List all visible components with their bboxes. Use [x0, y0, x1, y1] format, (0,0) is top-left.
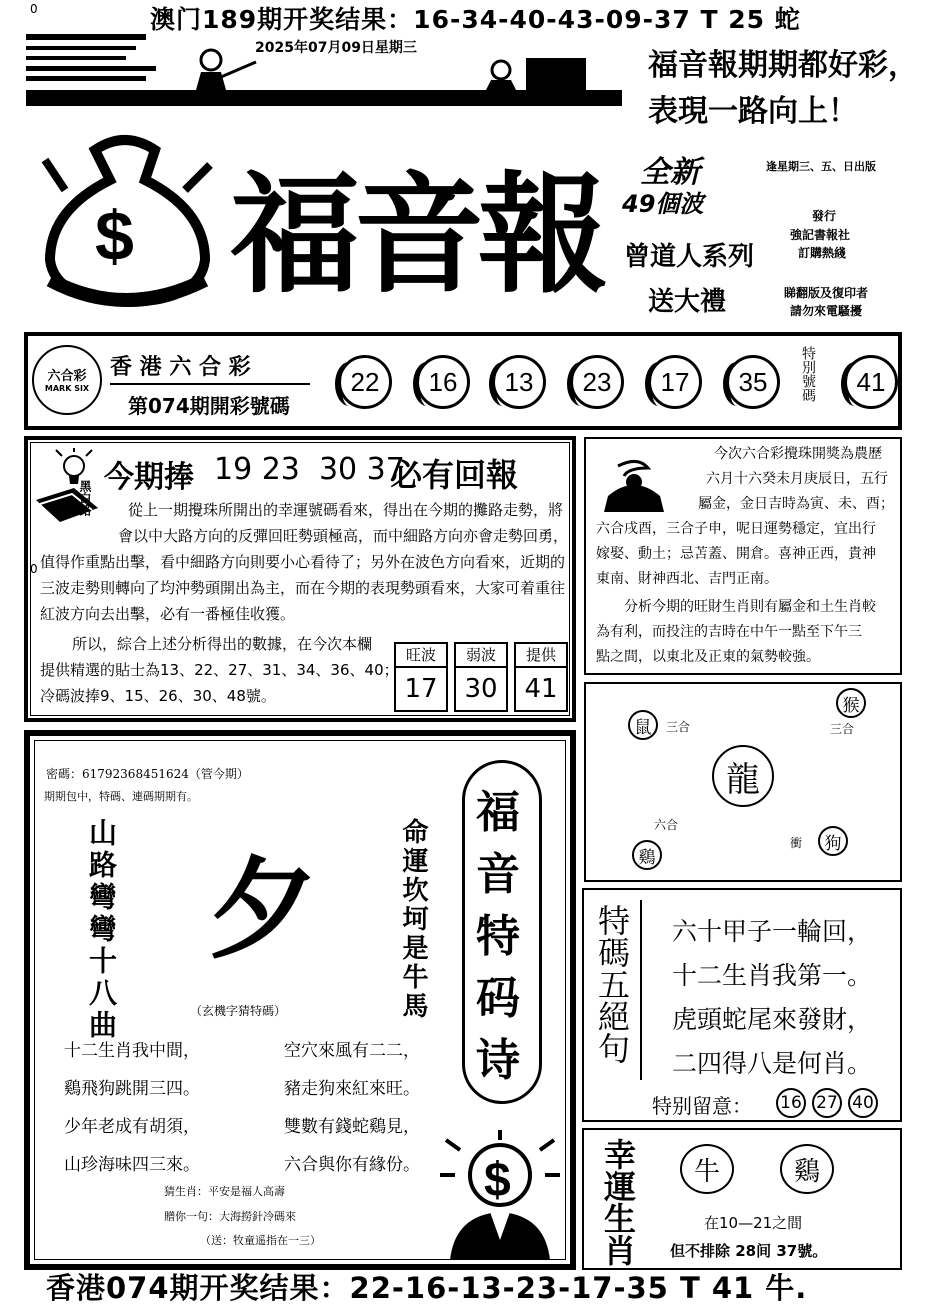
verse-left-3: 少年老成有胡須，: [64, 1117, 200, 1137]
weak-ball-box: [454, 642, 508, 712]
provide-ball-value: 41: [524, 674, 558, 704]
money-bag-icon: [35, 130, 220, 310]
hot-ball-label: 旺波: [396, 644, 446, 668]
five-verse-title: 特碼五絕句: [593, 904, 631, 1064]
lucky-range: 在10—21之間: [704, 1214, 803, 1232]
analysis-line-1: 從上一期攪珠所開出的幸運號碼看來，得出在今期的攤路走勢，將: [128, 501, 564, 519]
provide-ball-box: [514, 642, 568, 712]
lottery-ball-1: 22: [338, 355, 392, 409]
masthead-title: 福音報: [230, 158, 603, 311]
poem-title-char-2: 音: [476, 849, 520, 900]
lottery-ball-4: 23: [570, 355, 624, 409]
tips-line-2: 提供精選的貼士為13、22、27、31、34、36、40；: [40, 661, 399, 679]
almanac-line-3: 屬金，金日吉時為寅、未、酉；: [698, 496, 894, 512]
zodiac-center: 龍: [712, 745, 774, 807]
almanac-line-7: 分析今期的旺財生肖則有屬金和土生肖較: [624, 599, 876, 615]
five-verse-line-4: 二四得八是何肖。: [672, 1049, 873, 1078]
riddle-caption: （玄機字猜特碼）: [190, 1004, 287, 1018]
almanac-line-6: 東南、財神西北、吉門正南。: [596, 571, 778, 587]
five-verse-divider: [640, 900, 642, 1080]
black-white-road-label: 黑白路: [78, 480, 92, 516]
attention-number-1: 16: [776, 1088, 806, 1118]
verse-right-2: 豬走狗來紅來旺。: [284, 1079, 420, 1099]
promo-line-2: 49個波: [622, 190, 704, 218]
guess-zodiac-line: 猜生肖：平安是福人高壽: [164, 1185, 285, 1198]
mark-six-logo: [32, 345, 102, 415]
publisher-line-1: 發行: [812, 209, 837, 223]
svg-text:$: $: [95, 197, 134, 275]
verse-right-1: 空穴來風有二二，: [284, 1041, 420, 1061]
lucky-animal-1: 牛: [680, 1144, 734, 1194]
lottery-name-rule: [110, 383, 310, 385]
verse-right-3: 雙數有錢蛇鷄見，: [284, 1117, 420, 1137]
zodiac-monkey: 猴: [836, 688, 866, 718]
almanac-line-1: 今次六合彩攪珠開獎為農歷: [714, 446, 882, 462]
special-attention-label: 特别留意：: [652, 1094, 752, 1118]
mark-six-logo-en: MARK SIX: [44, 384, 90, 393]
tips-line-1: 所以，綜合上述分析得出的數據，在今次本欄: [72, 635, 373, 653]
poem-title-char-1: 福: [476, 787, 520, 838]
publisher-line-3: 訂購熱綫: [798, 246, 847, 260]
warning-line-2: 請勿來電騷擾: [790, 304, 863, 318]
analysis-line-4: 三波走勢則轉向了均沖勢頭開出為主，而在今期的表現勢頭看來，大家可着重往: [40, 579, 566, 597]
almanac-line-5: 嫁娶、動土；忌苫蓋、開倉。喜神正西，貴神: [596, 546, 876, 562]
verse-left-1: 十二生肖我中間，: [64, 1041, 200, 1061]
special-number-ball: 41: [844, 355, 898, 409]
mark-six-logo-cn: 六合彩: [47, 369, 87, 384]
publish-schedule: 逢星期三、五、日出版: [766, 160, 876, 173]
lucky-exclude: 但不排除 28间 37號。: [670, 1242, 828, 1260]
verse-left-4: 山珍海味四三來。: [64, 1155, 200, 1175]
poem-title-char-4: 码: [476, 973, 520, 1024]
provide-ball-label: 提供: [516, 644, 566, 668]
gift-line: 贈你一句：大海撈針冷碼來: [164, 1210, 296, 1223]
promo-line-3: 曾道人系列: [624, 242, 755, 272]
zodiac-rat: 鼠: [628, 710, 658, 740]
svg-text:$: $: [484, 1154, 511, 1207]
almanac-line-2: 六月十六癸未月庚辰日，五行: [706, 471, 888, 487]
zodiac-dog: 狗: [818, 826, 848, 856]
side-mark: 0: [30, 562, 38, 576]
right-vertical-verse: 命運坎坷是牛馬: [398, 818, 428, 1021]
money-head-icon: [440, 1130, 560, 1260]
analysis-line-2: 會以中大路方向的反彈回旺勢頭極高，而中細路方向亦會走勢回勇，: [118, 527, 569, 545]
chong-label: 衝: [790, 836, 803, 850]
warning-line-1: 睇翻版及復印者: [784, 286, 869, 300]
analysis-line-3: 值得作重點出擊，看中細路方向則要小心看待了；另外在波色方向看來，近期的: [40, 553, 566, 571]
lucky-animal-2: 鷄: [780, 1144, 834, 1194]
riddle-character: 夕: [208, 845, 318, 974]
verse-right-4: 六合與你有緣份。: [284, 1155, 420, 1175]
password-line: 密碼：61792368451624（管今期）: [46, 767, 249, 781]
attention-number-3: 40: [848, 1088, 878, 1118]
almanac-line-4: 六合戌酉，三合子申，呢日運勢穩定，宜出行: [596, 521, 876, 537]
left-vertical-verse: 山路彎彎十八曲: [85, 818, 118, 1042]
verse-left-2: 鷄飛狗跳開三四。: [64, 1079, 200, 1099]
five-verse-line-3: 虎頭蛇尾來發財，: [672, 1005, 873, 1034]
liuhe-label: 六合: [654, 818, 679, 832]
lucky-zodiac-title: 幸運生肖: [599, 1138, 637, 1266]
poem-title-char-3: 特: [476, 911, 520, 962]
lottery-name: 香 港 六 合 彩: [110, 355, 251, 380]
lottery-issue: 第074期開彩號碼: [128, 394, 290, 418]
corner-mark: 0: [30, 2, 38, 16]
weak-ball-label: 弱波: [456, 644, 506, 668]
publisher-line-2: 強記書報社: [790, 228, 851, 242]
sanhe-right-label: 三合: [830, 722, 855, 736]
sanhe-left-label: 三合: [666, 720, 691, 734]
fortune-teller-icon: [598, 456, 670, 518]
promo-line-4: 送大禮: [648, 287, 727, 317]
lottery-ball-3: 13: [492, 355, 546, 409]
money-man-illustration: [440, 1130, 560, 1260]
password-sub: 期期包中，特碼、連碼期期有。: [44, 790, 198, 803]
tips-line-3: 冷碼波捧9、15、26、30、48號。: [40, 687, 276, 705]
almanac-line-9: 點之間，以東北及正東的氣勢較強。: [596, 649, 820, 665]
five-verse-line-1: 六十甲子一輪回，: [672, 917, 873, 946]
lottery-ball-2: 16: [416, 355, 470, 409]
five-verse-line-2: 十二生肖我第一。: [672, 961, 873, 990]
hot-ball-value: 17: [404, 674, 438, 704]
issue-date: 2025年07月09日星期三: [255, 40, 417, 56]
this-issue-numbers: 19 23 30 37: [214, 452, 405, 487]
top-result-banner: 澳门189期开奖结果：16-34-40-43-09-37 T 25 蛇: [150, 5, 801, 34]
poem-title-char-5: 诗: [476, 1035, 520, 1086]
bottom-result-banner: 香港074期开奖结果：22-16-13-23-17-35 T 41 牛.: [46, 1271, 808, 1305]
money-bag-logo: [35, 130, 220, 310]
send-line: （送：牧童遥指在一三）: [200, 1234, 321, 1247]
attention-number-2: 27: [812, 1088, 842, 1118]
almanac-line-8: 為有利，而投注的吉時在中午一點至下午三: [596, 624, 862, 640]
hot-ball-box: [394, 642, 448, 712]
slogan-line-2: 表現一路向上！: [648, 94, 858, 129]
lottery-ball-5: 17: [648, 355, 702, 409]
this-issue-label: 今期捧: [104, 460, 194, 495]
fortune-teller-graphic: [598, 456, 670, 518]
weak-ball-value: 30: [464, 674, 498, 704]
analysis-line-5: 紅波方向去出擊，必有一番極佳收獲。: [40, 605, 296, 623]
slogan-line-1: 福音報期期都好彩，: [648, 48, 918, 83]
special-number-label: 特別號碼: [800, 346, 816, 402]
zodiac-rooster: 鷄: [632, 840, 662, 870]
promo-line-1: 全新: [640, 155, 700, 190]
this-issue-tag: 必有回報: [390, 456, 519, 494]
lottery-ball-6: 35: [726, 355, 780, 409]
